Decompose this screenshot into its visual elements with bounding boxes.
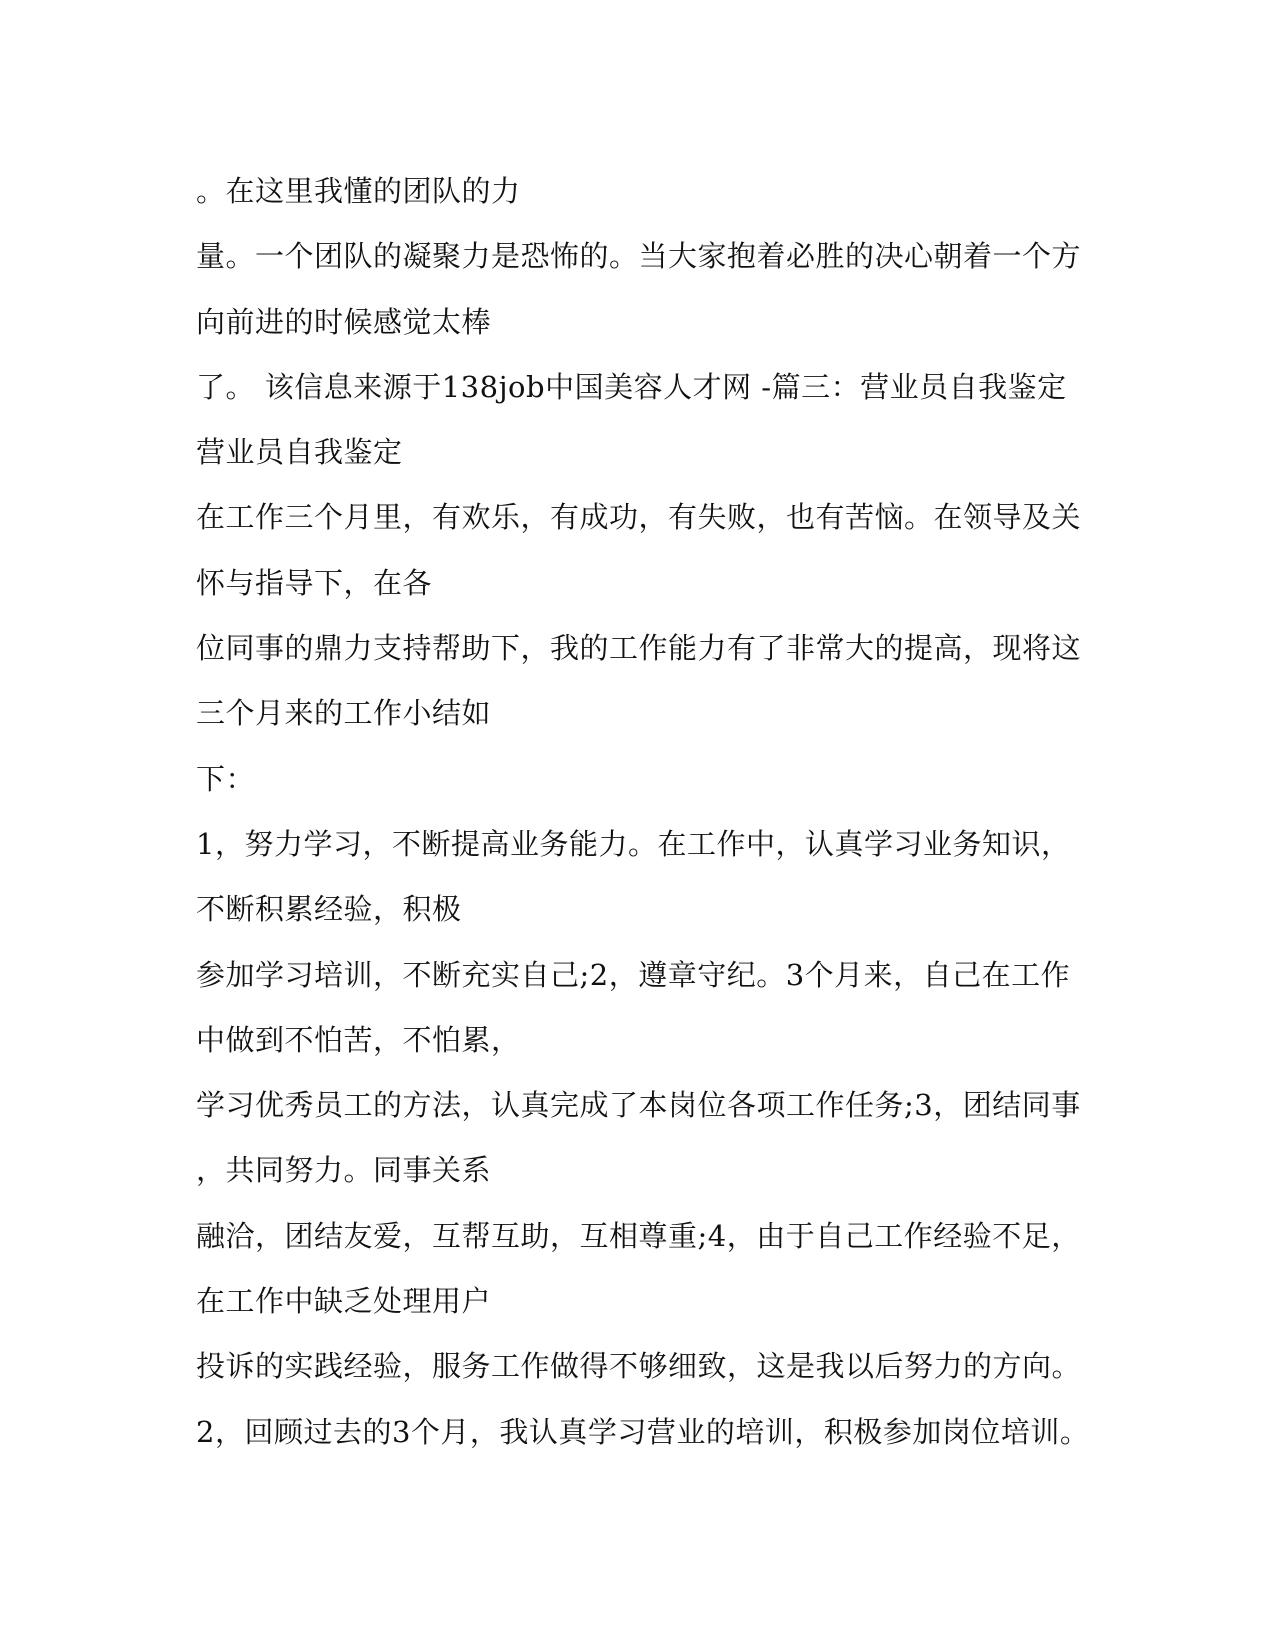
text-line-1: 。在这里我懂的团队的力 — [196, 174, 521, 208]
text-line-14: 中做到不怕苦，不怕累， — [196, 1022, 521, 1057]
text-line-20: 2，回顾过去的3个月，我认真学习营业的培训，积极参加岗位培训。 — [196, 1414, 1090, 1449]
text-line-13: 参加学习培训，不断充实自己;2，遵章守纪。3个月来，自己在工作 — [196, 957, 1071, 992]
text-line-9: 三个月来的工作小结如 — [196, 696, 492, 731]
text-line-4: 了。 该信息来源于138job中国美容人才网 -篇三：营业员自我鉴定 — [196, 369, 1067, 404]
text-line-11: 1，努力学习，不断提高业务能力。在工作中，认真学习业务知识， — [196, 826, 1071, 861]
text-line-16: ，共同努力。同事关系 — [196, 1153, 492, 1188]
text-line-6: 在工作三个月里，有欢乐，有成功，有失败，也有苦恼。在领导及关 — [196, 500, 1082, 535]
body-text — [196, 168, 1096, 1474]
text-line-2: 量。一个团队的凝聚力是恐怖的。当大家抱着必胜的决心朝着一个方 — [196, 239, 1082, 274]
text-line-10: 下： — [196, 761, 256, 796]
text-line-5: 营业员自我鉴定 — [196, 435, 403, 470]
text-line-7: 怀与指导下，在各 — [196, 565, 433, 600]
text-line-8: 位同事的鼎力支持帮助下，我的工作能力有了非常大的提高，现将这 — [196, 631, 1082, 666]
text-line-17: 融洽，团结友爱，互帮互助，互相尊重;4，由于自己工作经验不足， — [196, 1218, 1081, 1253]
text-line-15: 学习优秀员工的方法，认真完成了本岗位各项工作任务;3，团结同事 — [196, 1088, 1081, 1123]
text-line-3: 向前进的时候感觉太棒 — [196, 304, 492, 339]
text-line-12: 不断积累经验，积极 — [196, 892, 462, 927]
text-line-18: 在工作中缺乏处理用户 — [196, 1284, 492, 1319]
text-line-19: 投诉的实践经验，服务工作做得不够细致，这是我以后努力的方向。 — [196, 1349, 1082, 1384]
